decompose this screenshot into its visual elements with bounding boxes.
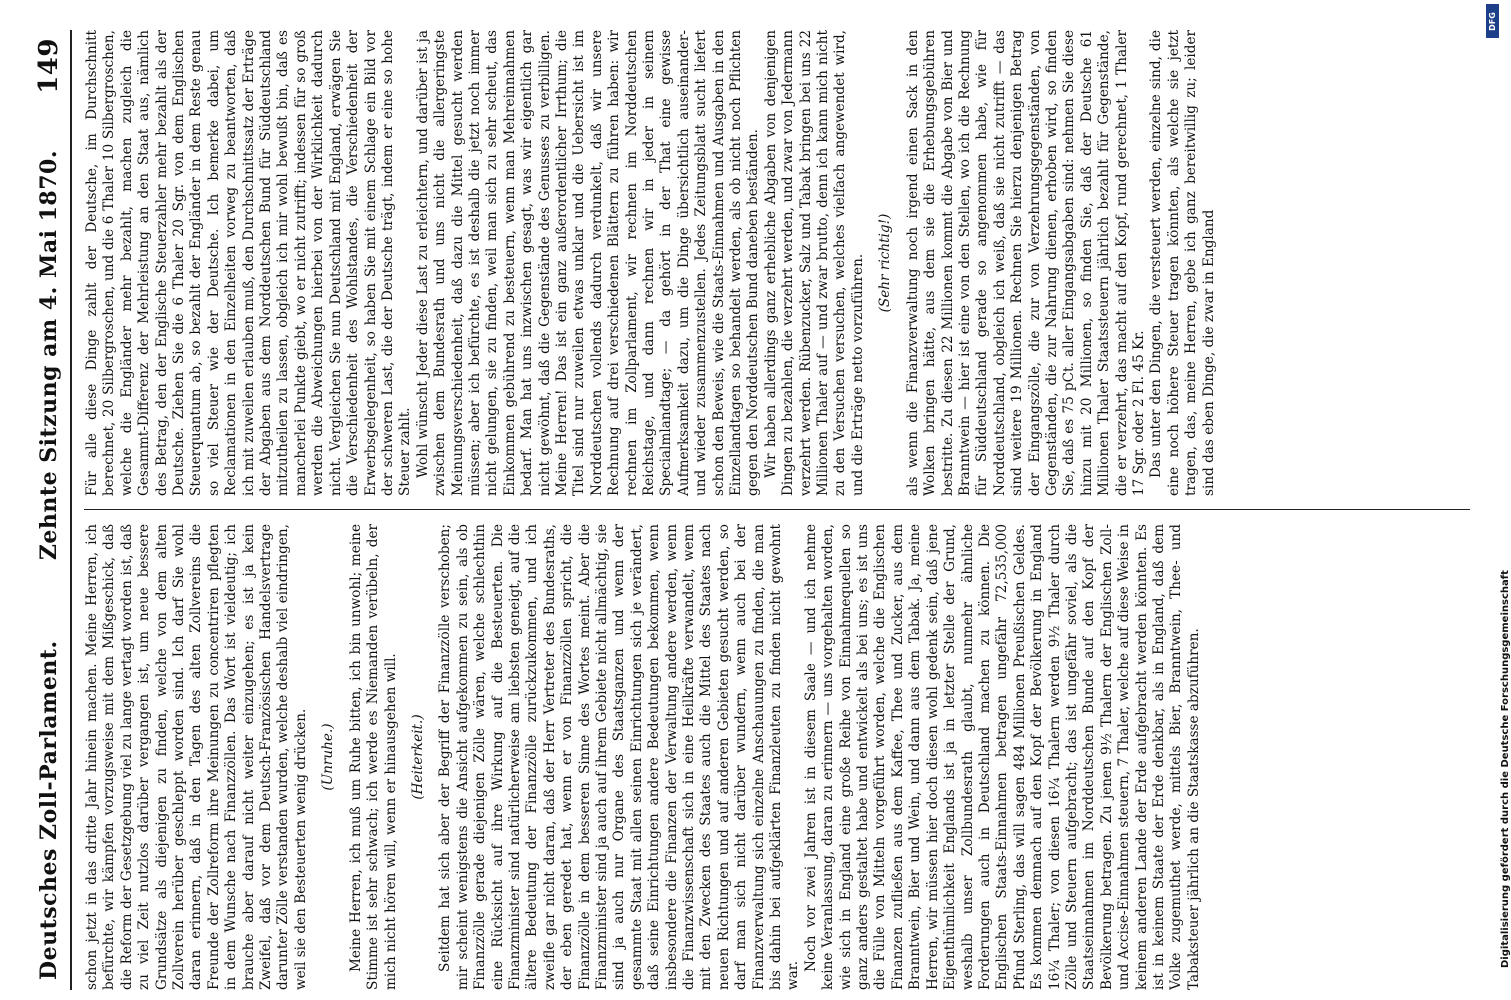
- interjection: (Unruhe.): [320, 723, 337, 791]
- paragraph: Noch vor zwei Jahren ist in diesem Saale — und ich nehme keine Veranlassung, daran zu erinnern — uns vorgehalten worden, wie sich in England eine große Reihe von Einnahmequellen so ganz anders gestaltet habe und entwickelt als bei uns; es ist uns die Fülle von Mitteln vorgeführt worden, welche die Englischen Finanzen zufließen aus dem Kaffee, Thee und Zucker, aus dem Branntwein, Bier und Wein, und dann aus dem Tabak. Ja, meine Herren, wir müssen hier doch diesen wohl gedenk sein, daß jene Eigenthümlichkeit Englands ist ja in letzter Stelle der Grund, weshalb unser Zollbundesrath glaubt, nunmehr ähnliche Forderungen auch in Deutschland machen zu können. Die Englischen Staats-Einnahmen betragen ungefähr 72,535,000 Pfund Sterling, das will sagen 484 Millionen Preußischen Geldes. Es kommen demnach auf den Kopf der Bevölkerung in England 16¼ Thaler; von diesen 16¼ Thalern werden 9½ Thaler durch Zölle und Steuern aufgebracht; das ist ungefähr soviel, als die Staatseinnahmen im Norddeutschen Bunde auf den Kopf der Bevölkerung betragen. Zu jenen 9½ Thalern der Englischen Zoll- und Accise-Einnahmen steuern, 7 Thaler, welche auf diese Weise in keinem anderen Lande der Erde aufgebracht werden könnten. Es ist in keinem Staate der Erde denkbar, als in England, daß dem Volke zugemuthet werde, mittels Bier, Branntwein, Thee- und Tabaksteuer jährlich an die Staatskasse abzuführen.: [802, 524, 1202, 990]
- dfg-logo: DFG: [1486, 4, 1499, 38]
- paragraph: schon jetzt in das dritte Jahr hinein machen. Meine Herren, ich befürchte, wir kämpfen vorzugsweise mit dem Mißgeschick, daß die Reform der Gesetzgebung viel zu lange vertagt worden ist, daß zu viel Zeit nutzlos darüber vergangen ist, um neue bessere Grundsätze als diejenigen zu finden, welche von dem alten Zollverein herüber geschleppt worden sind. Ich darf Sie wohl daran erinnern, daß in den Tagen des alten Zollvereins die Freunde der Zollreform ihre Meinungen zu concentriren pflegten in dem Wunsche nach Finanzzöllen. Das Wort ist vieldeutig; ich brauche aber darauf nicht weiter einzugehen; es ist ja kein Zweifel, daß vor dem Deutsch-Französischen Handelsvertrage darunter Zölle verstanden wurden, welche deshalb viel eindringen, weil sie den Besteuerten wenig drücken.: [84, 524, 309, 990]
- digitization-credit: [1486, 0, 1511, 1000]
- paragraph: Meine Herren, ich muß um Ruhe bitten, ich bin unwohl; meine Stimme ist sehr schwach; ich werde es Niemanden verübeln, der mich nicht hören will, wenn er hinausgehen will.: [347, 524, 399, 990]
- paragraph: Wir haben allerdings ganz erhebliche Abgaben von denjenigen Dingen zu bezahlen, die verzehrt werden, und zwar von Jedermann verzehrt werden. Rübenzucker, Salz und Tabak bringen bei uns 22 Millionen Thaler auf — und zwar brutto, denn ich kann mich nicht zu den Versuchen versuchen, welches vielfach angewendet wird, und die Erträge netto vorzuführen.: [762, 30, 866, 496]
- paragraph: Seitdem hat sich aber der Begriff der Finanzzölle verschoben; mir scheint wenigstens die Ansicht aufgekommen zu sein, als ob Finanzzölle gerade diejenigen Zölle wären, welche schlechthin eine Rücksicht auf ihre Wirkung auf die Besteuerten. Die Finanzminister sind natürlicherweise am liebsten geneigt, auf die ältere Bedeutung der Finanzzölle zurückzukommen, und ich zweifle gar nicht daran, daß der Herr Vertreter des Bundesraths, der eben geredet hat, wenn er von Finanzzöllen spricht, die Finanzzölle in dem besseren Sinne des Wortes meint. Aber die Finanzminister sind ja auch auf ihrem Gebiete nicht allmächtig, sie sind ja auch nur Organe des Staatsganzen und wenn der gesammte Staat mit allen seinen Einrichtungen sich je verändert, daß seine Einrichtungen andere Bedeutungen bekommen, wenn insbesondere die Finanzen der Verwaltung andere werden, wenn die Finanzwissenschaft sich in eine Heilkräfte verwandelt, wenn mit den Zwecken des Staates auch die Mittel des Staates nach neuen Richtungen und auf anderen Gebieten gesucht werden, so darf man sich nicht darüber wundern, wenn auch bei der Finanzverwaltung sich einzelne Anschauungen zu finden, die man bis dahin bei aufgeklärten Finanzleuten zu finden nicht gewohnt war.: [437, 524, 802, 990]
- column-divider: [84, 509, 1470, 510]
- paragraph: als wenn die Finanzverwaltung noch irgend einen Sack in den Wolken bringen hätte, aus dem sie die Erhebungsgebühren bestritte. Zu diesen 22 Millionen kommt die Abgabe von Bier und Branntwein — hier ist eine von den Stellen, wo ich die Rechnung für Süddeutschland gerade so angenommen habe, wie für Norddeutschland, obgleich ich weiß, daß sie nicht zutrifft — das sind weitere 19 Millionen. Rechnen Sie hierzu denjenigen Betrag der Eingangszölle, die zur von Verzehrungsgegenständen, von Gegenständen, die zur Nahrung dienen, erhoben wird, so finden Sie, daß es 75 pCt. aller Eingangsabgaben sind: nehmen Sie diese hinzu mit 20 Millionen, so finden Sie, daß der Deutsche 61 Millionen Thaler Staatssteuern jährlich bezahlt für Gegenstände, die er verzehrt, das macht auf den Kopf, rund gerechnet, 1 Thaler 17 Sgr. oder 2 Fl. 45 Kr.: [904, 30, 1147, 496]
- column-left: [84, 524, 1470, 990]
- column-right: [84, 30, 1470, 496]
- paragraph: Wohl wünscht Jeder diese Last zu erleichtern, und darüber ist ja zwischen dem Bundesrath und uns nicht die allergeringste Meinungsverschiedenheit, daß dazu die Mittel gesucht werden müssen; aber ich befürchte, es ist deshalb die jetzt noch immer nicht gelungen, sie zu finden, weil man sich zu sehr scheut, das Einkommen gebührend zu besteuern, wenn man Mehreinnahmen bedarf. Man hat uns inzwischen gesagt, was wir eigentlich gar nicht gewöhnt, daß die Gegenstände des Genusses zu verbilligen. Meine Herren! Das ist ein ganz außerordentlicher Irrthum; die Titel sind nur zuweilen etwas unklar und die Uebersicht ist im Norddeutschen vollends dadurch verdunkelt, daß wir unsere Rechnung auf drei verschiedenen Blättern zu führen haben: wir rechnen im Zollparlament, wir rechnen im Norddeutschen Reichstage, und dann rechnen wir in jeder in seinem Specialmlandtage; — da gehört in der That eine gewisse Aufmerksamkeit dazu, um die Dinge übersichtlich auseinander- und wieder zusammenzustellen. Jedes Zeitungsblatt sucht liefert schon den Beweis, wie die Staats-Einnahmen und Ausgaben in den Einzellandtagen so behandelt werden, als ob nicht noch Pflichten gegen den Norddeutschen Bund daneben beständen.: [414, 30, 762, 496]
- paragraph: Für alle diese Dinge zahlt der Deutsche, im Durchschnitt berechnet, 20 Silbergroschen, und die 6 Thaler 10 Silbergroschen, welche die Engländer mehr bezahlt, machen zugleich die Gesammt-Differenz der Mehrleistung an den Staat aus, nämlich des Betrag, den der Englische Steuerzahler mehr bezahlt als der Deutsche. Ziehen Sie die 6 Thaler 20 Sgr. von dem Englischen Steuerquantum ab, so bezahlt der Engländer in dem Reste genau so viel Steuer wie der Deutsche. Ich bemerke dabei, um Reclamationen in den Einzelheiten vorweg zu beantworten, daß ich mit zuweilen erlauben muß, den Durchschnittssatz der Erträge der Abgaben aus dem Norddeutschen Bund für Süddeutschland mitzutheilen zu lassen, obgleich ich mir wohl bewußt bin, daß es mancherlei Punkte giebt, wo er nicht zutrifft; indessen für so groß werden die Abweichungen hierbei von der Wirklichkeit dadurch nicht. Vergleichen Sie nun Deutschland mit England, erwägen Sie die Verschiedenheit des Wohlstandes, die Verschiedenheit der Erwerbsgelegenheit, so haben Sie mit einem Schlage ein Bild vor der schweren Last, die der Deutsche trägt, indem er eine so hohe Steuer zahlt.: [84, 30, 414, 496]
- interjection: (Heiterkeit.): [409, 714, 426, 800]
- paragraph: Das unter den Dingen, die versteuert werden, einzelne sind, die eine noch höhere Steuer tragen könnten, als welche sie jetzt tragen, das, meine Herren, gebe ich ganz bereitwillig zu; leider sind das eben Dinge, die zwar in England: [1148, 30, 1217, 496]
- text-columns: [84, 30, 1470, 990]
- page-number: 149: [34, 38, 64, 94]
- header-session: Zehnte Sitzung am 4. Mai 1870.: [36, 150, 62, 561]
- page-header: [30, 30, 72, 990]
- interjection: (Sehr richtig!): [877, 213, 894, 313]
- scanned-page: [30, 30, 1470, 990]
- header-title: Deutsches Zoll-Parlament.: [36, 640, 62, 980]
- digitization-credit-text: Digitalisierung gefördert durch die Deutsche Forschungsgemeinschaft: [1500, 570, 1511, 968]
